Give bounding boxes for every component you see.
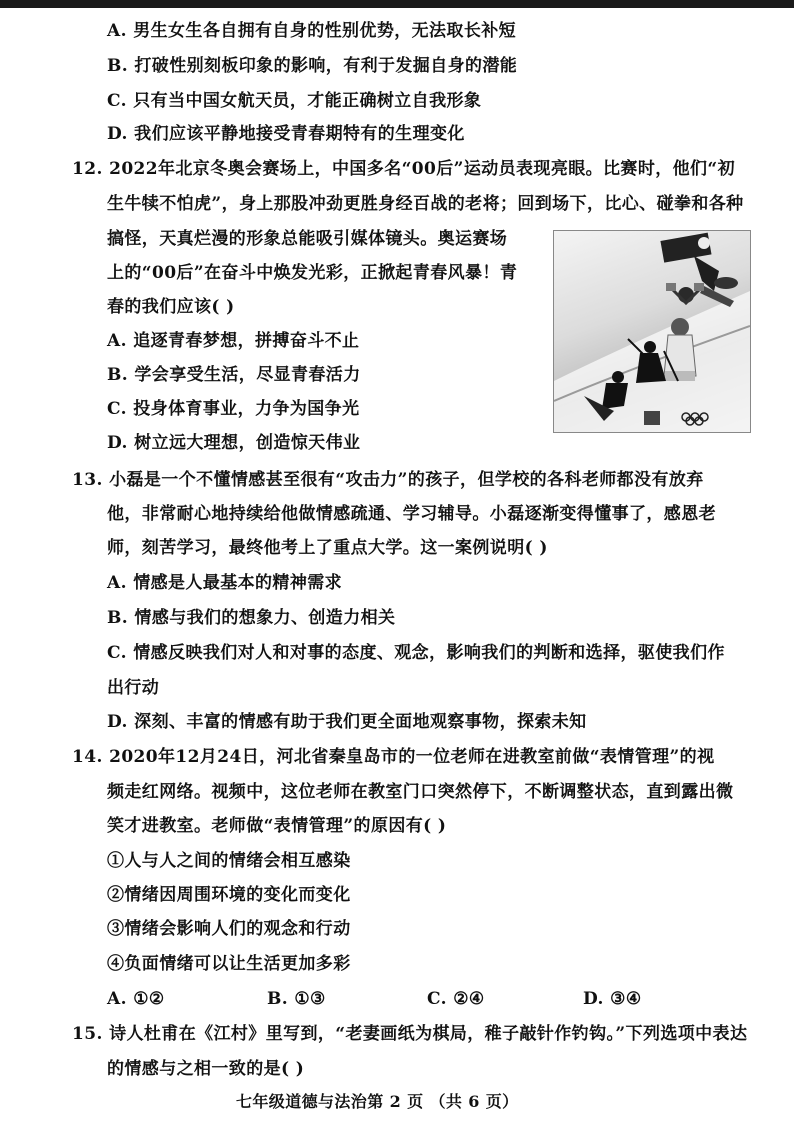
q13-option-b: B. 情感与我们的想象力、创造力相关 — [107, 608, 396, 628]
q12-stem-line-5: 春的我们应该( ) — [107, 297, 235, 317]
q13-option-c-line-1: C. 情感反映我们对人和对事的态度、观念，影响我们的判断和选择，驱使我们作 — [107, 643, 725, 663]
q14-option-b: B. ①③ — [267, 989, 326, 1009]
q14-stem-line-1: 14. 2020年12月24日，河北省秦皇岛市的一位老师在进教室前做“表情管理”的视 — [72, 747, 715, 767]
q13-option-a: A. 情感是人最基本的精神需求 — [107, 573, 343, 593]
q12-stem-line-1: 12. 2022年北京冬奥会赛场上，中国多名“00后”运动员表现亮眼。比赛时，他们“初 — [72, 159, 735, 179]
q14-stem-line-2: 频走红网络。视频中，这位老师在教室门口突然停下，不断调整状态，直到露出微 — [107, 782, 734, 802]
q14-option-c: C. ②④ — [427, 989, 485, 1009]
q14-statement-2: ②情绪因周围环境的变化而变化 — [107, 885, 351, 905]
q11-option-c: C. 只有当中国女航天员，才能正确树立自我形象 — [107, 91, 482, 111]
q11-option-a: A. 男生女生各自拥有自身的性别优势，无法取长补短 — [107, 21, 517, 41]
athletes-illustration — [554, 231, 750, 432]
q13-option-d: D. 深刻、丰富的情感有助于我们更全面地观察事物，探索未知 — [107, 712, 587, 732]
q14-stem-line-3: 笑才进教室。老师做“表情管理”的原因有( ) — [107, 816, 447, 836]
q14-statement-3: ③情绪会影响人们的观念和行动 — [107, 919, 351, 939]
q12-option-c: C. 投身体育事业，力争为国争光 — [107, 399, 360, 419]
q14-options-row — [0, 988, 794, 1010]
page-footer: 七年级道德与法治第 2 页 （共 6 页） — [236, 1092, 519, 1111]
q13-option-c-line-2: 出行动 — [107, 678, 160, 698]
q15-stem-line-2: 的情感与之相一致的是( ) — [107, 1059, 305, 1079]
q12-option-d: D. 树立远大理想，创造惊天伟业 — [107, 433, 361, 453]
q13-stem-line-1: 13. 小磊是一个不懂情感甚至很有“攻击力”的孩子，但学校的各科老师都没有放弃 — [72, 470, 704, 490]
q14-statement-4: ④负面情绪可以让生活更加多彩 — [107, 954, 351, 974]
q11-option-b: B. 打破性别刻板印象的影响，有利于发掘自身的潜能 — [107, 56, 518, 76]
q12-stem-line-2: 生牛犊不怕虎”，身上那股冲劲更胜身经百战的老将；回到场下，比心、碰拳和各种 — [107, 194, 744, 214]
olympic-athletes-photo — [553, 230, 751, 433]
q14-statement-1: ①人与人之间的情绪会相互感染 — [107, 851, 351, 871]
q12-option-b: B. 学会享受生活，尽显青春活力 — [107, 365, 361, 385]
q14-option-a: A. ①② — [107, 989, 165, 1009]
q12-stem-line-4: 上的“00后”在奋斗中焕发光彩，正掀起青春风暴！青 — [107, 263, 518, 283]
q11-option-d: D. 我们应该平静地接受青春期特有的生理变化 — [107, 124, 465, 144]
q12-option-a: A. 追逐青春梦想，拼搏奋斗不止 — [107, 331, 360, 351]
q12-stem-line-3: 搞怪，天真烂漫的形象总能吸引媒体镜头。奥运赛场 — [107, 229, 508, 249]
q13-stem-line-2: 他，非常耐心地持续给他做情感疏通、学习辅导。小磊逐渐变得懂事了，感恩老 — [107, 504, 716, 524]
q15-stem-line-1: 15. 诗人杜甫在《江村》里写到，“老妻画纸为棋局，稚子敲针作钓钩。”下列选项中表达 — [72, 1024, 748, 1044]
top-border — [0, 0, 794, 8]
q13-stem-line-3: 师，刻苦学习，最终他考上了重点大学。这一案例说明( ) — [107, 538, 548, 558]
q14-option-d: D. ③④ — [583, 989, 642, 1009]
